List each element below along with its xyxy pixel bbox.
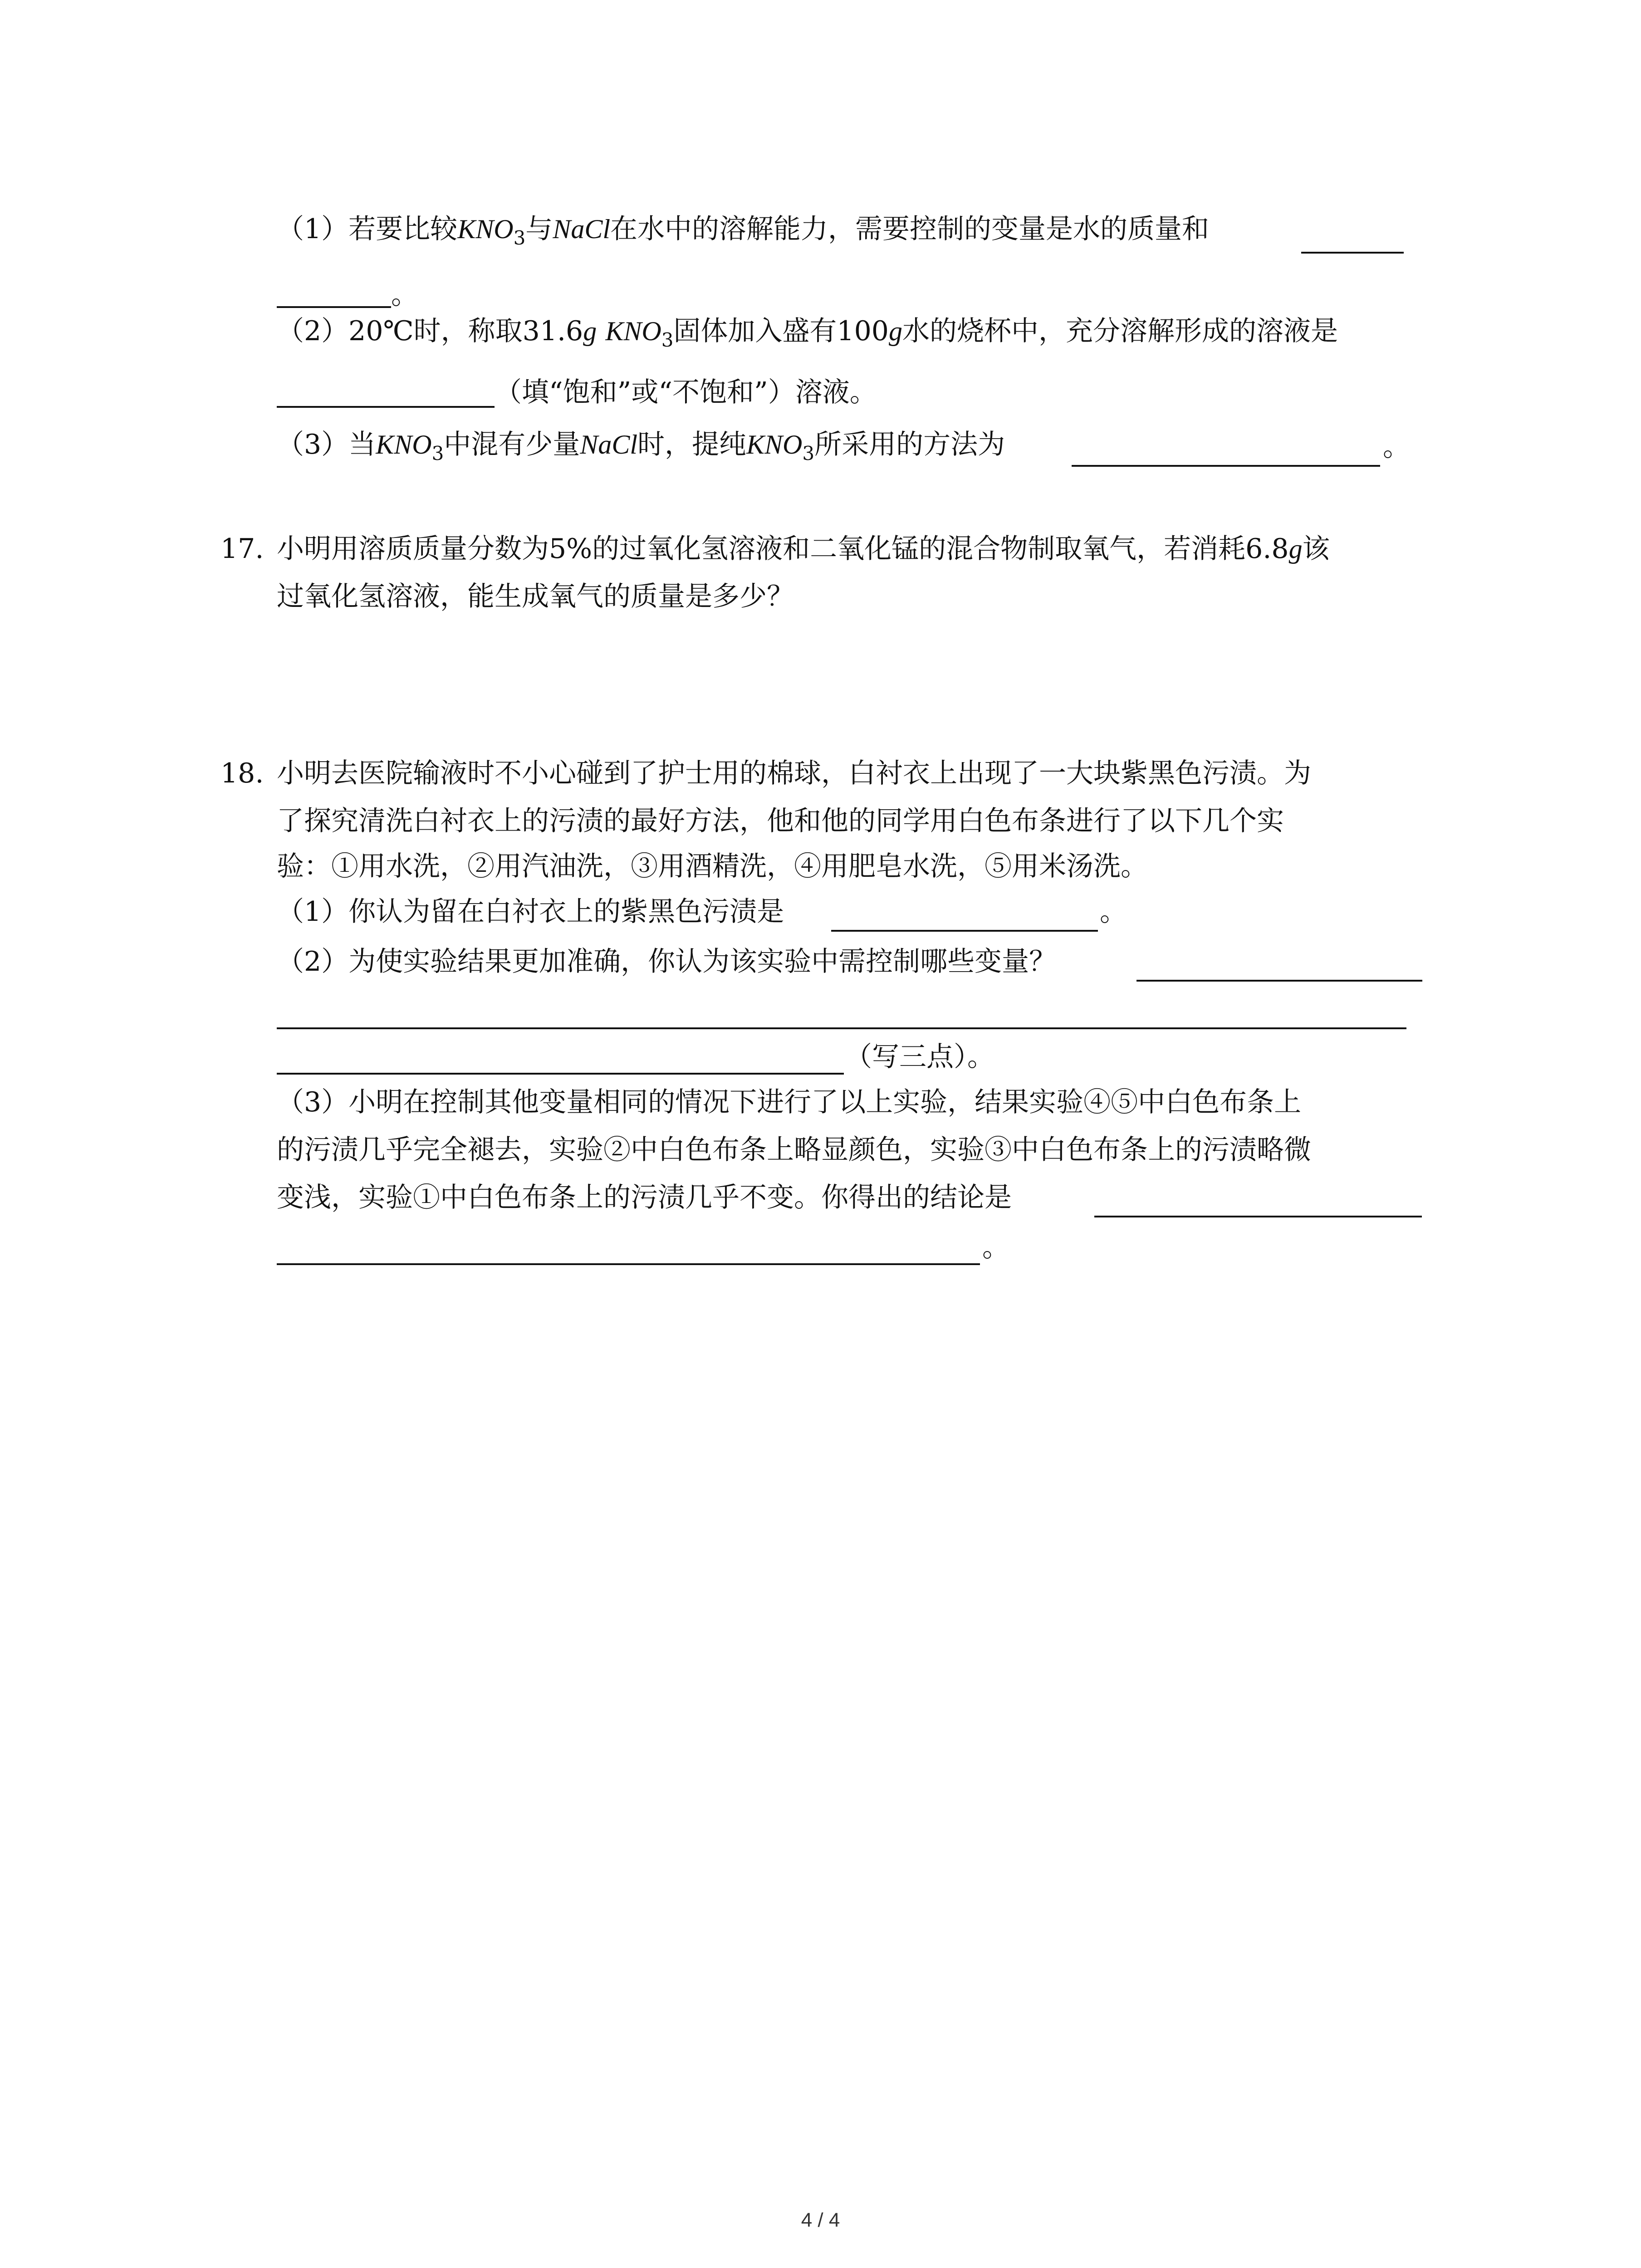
q18-p3-line2: 的污渍几乎完全褪去，实验②中白色布条上略显颜色，实验③中白色布条上的污渍略微 <box>277 1134 1311 1166</box>
q16-p1-prefix: （1）若要比较 <box>277 213 458 245</box>
q16-p3-sub3: 3 <box>431 442 444 464</box>
q18-p1-end: 。 <box>1100 896 1127 928</box>
q18-p2-answer-blank-b[interactable] <box>277 1027 1406 1029</box>
q18-p3-answer-blank-a[interactable] <box>1094 1216 1422 1217</box>
q17-line1 <box>277 531 1330 567</box>
q18-p2-answer-blank-c[interactable] <box>277 1073 844 1075</box>
q17-unit-g: g <box>1288 534 1303 564</box>
q17-number: 17. <box>220 533 264 565</box>
q17-line1-a: 小明用溶质质量分数为5%的过氧化氢溶液和二氧化锰的混合物制取氧气，若消耗6.8 <box>277 533 1289 565</box>
page-number: 4 / 4 <box>801 2209 840 2231</box>
q18-p2-end: （写三点）。 <box>845 1041 994 1073</box>
q16-p1-answer-blank-b[interactable] <box>277 306 391 308</box>
q18-p3-line3: 变浅，实验①中白色布条上的污渍几乎不变。你得出的结论是 <box>277 1182 1012 1213</box>
q16-p2-answer-blank[interactable] <box>277 406 495 408</box>
q16-p2-prefix: （2）20℃时，称取31.6 <box>277 315 583 347</box>
q16-p2-unit-g2: g <box>888 316 902 346</box>
q18-number: 18. <box>220 758 264 789</box>
q16-p3-suffix: 所采用的方法为 <box>814 429 1005 460</box>
q18-p3-answer-blank-b[interactable] <box>277 1263 980 1265</box>
q16-p1-suffix: 在水中的溶解能力，需要控制的变量是水的质量和 <box>610 213 1210 245</box>
q16-p2-line1 <box>277 313 1338 352</box>
q18-p2-answer-blank-a[interactable] <box>1136 980 1422 982</box>
q16-p1-formula-kno3: KNO <box>457 214 514 244</box>
q16-p3-mid: 中混有少量 <box>444 429 580 460</box>
q16-p2-sub3: 3 <box>661 329 674 351</box>
q17-line1-b: 该 <box>1302 533 1330 565</box>
q16-p3-formula-nacl: NaCl <box>580 430 638 459</box>
q16-p1-answer-blank-a[interactable] <box>1301 252 1404 254</box>
q16-p2-suffix: 水的烧杯中，充分溶解形成的溶液是 <box>902 315 1338 347</box>
q16-p3-mid2: 时，提纯 <box>637 429 747 460</box>
q16-p1-end: 。 <box>391 279 418 311</box>
q18-line3: 验：①用水洗，②用汽油洗，③用酒精洗，④用肥皂水洗，⑤用米汤洗。 <box>277 850 1148 882</box>
q16-p3-sub3b: 3 <box>802 442 815 464</box>
q16-p3-end: 。 <box>1383 431 1410 463</box>
q16-p2-line2: （填“饱和”或“不饱和”）溶液。 <box>495 376 877 408</box>
q16-p2-formula-kno3: KNO <box>605 316 661 346</box>
q18-p3-end: 。 <box>982 1232 1009 1263</box>
q17-line2: 过氧化氢溶液，能生成氧气的质量是多少？ <box>277 581 794 612</box>
q16-p3-formula-kno3b: KNO <box>746 430 803 459</box>
q18-line2: 了探究清洗白衬衣上的污渍的最好方法，他和他的同学用白色布条进行了以下几个实 <box>277 805 1284 837</box>
q18-p2: （2）为使实验结果更加准确，你认为该实验中需控制哪些变量？ <box>277 946 1057 978</box>
q16-p1-formula-nacl: NaCl <box>553 214 611 244</box>
q16-p1-sub3: 3 <box>513 227 526 249</box>
q18-p1-answer-blank[interactable] <box>831 930 1098 932</box>
q16-p2-mid: 固体加入盛有100 <box>673 315 889 347</box>
q18-p3-line1: （3）小明在控制其他变量相同的情况下进行了以上实验，结果实验④⑤中白色布条上 <box>277 1086 1302 1118</box>
q16-p1-mid: 与 <box>525 213 553 245</box>
q16-p3-line <box>277 426 1005 465</box>
q16-p2-unit-g: g <box>583 316 597 346</box>
q18-p1: （1）你认为留在白衬衣上的紫黑色污渍是 <box>277 896 784 928</box>
q16-p1-line1 <box>277 211 1209 250</box>
q16-p3-formula-kno3: KNO <box>376 430 432 459</box>
q18-line1: 小明去医院输液时不小心碰到了护士用的棉球，白衬衣上出现了一大块紫黑色污渍。为 <box>277 758 1311 789</box>
q16-p3-answer-blank[interactable] <box>1072 465 1380 467</box>
q16-p3-prefix: （3）当 <box>277 429 376 460</box>
